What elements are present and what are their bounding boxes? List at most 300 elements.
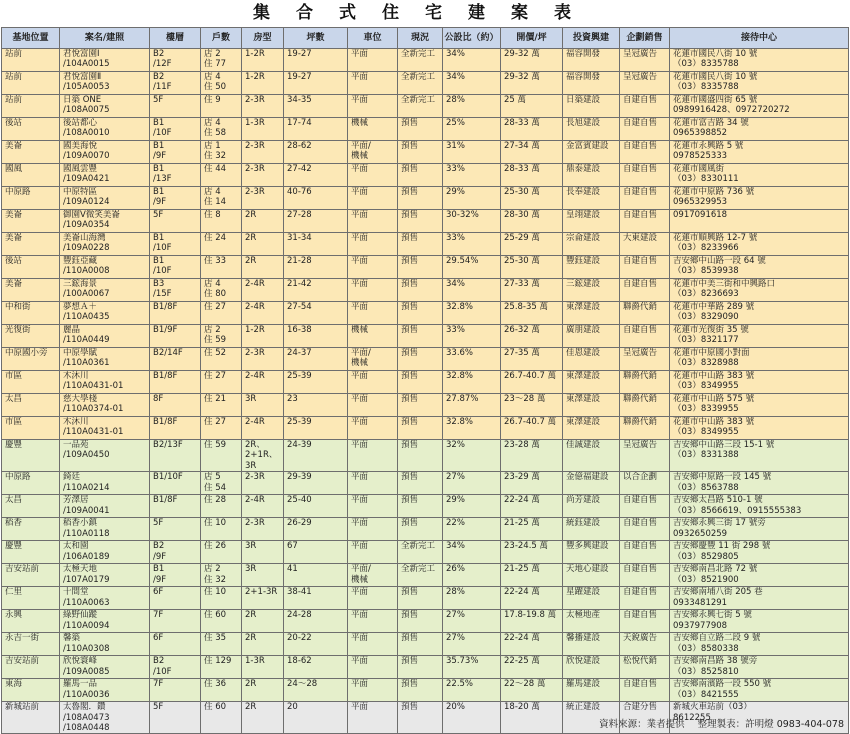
parking-cell-line: 平面 xyxy=(351,472,369,483)
project-name-cell-line: 後站都心 xyxy=(63,118,98,128)
project-name-cell-line: /110A0431-01 xyxy=(63,427,124,438)
project-name-cell-line: /110A0431-01 xyxy=(63,381,124,392)
room-type-cell-line: 2-4R xyxy=(245,417,265,427)
location-cell: 新城站前 xyxy=(2,702,60,734)
developer-cell: 三鋐建設 xyxy=(563,279,620,302)
developer-cell: 東澤建設 xyxy=(563,417,620,440)
floors-cell-line: /11F xyxy=(153,82,172,93)
project-name-cell-line: 綠野仙蹤 xyxy=(63,610,98,621)
project-name-cell-line: /110A0063 xyxy=(63,597,110,608)
price-cell: 23～28 萬 xyxy=(501,394,563,417)
floors-cell xyxy=(150,633,201,656)
developer-cell: 豐多興建設 xyxy=(563,541,620,564)
area-cell xyxy=(284,95,348,118)
project-name-cell-line: /100A0067 xyxy=(63,289,110,300)
units-cell-line: 店 4 xyxy=(204,72,221,82)
reception-center-cell-line: （03）8339955 xyxy=(673,404,739,415)
status-cell-line: 預售 xyxy=(401,610,419,621)
parking-cell xyxy=(348,72,398,95)
room-type-cell xyxy=(242,587,284,610)
project-name-cell-line: 一品苑 xyxy=(63,440,89,450)
parking-cell-line: 平面 xyxy=(351,518,369,529)
area-cell xyxy=(284,256,348,279)
area-cell-line: 19-27 xyxy=(287,72,312,82)
parking-cell-line: 平面 xyxy=(351,256,369,266)
reception-center-cell-line: （03）8331388 xyxy=(673,450,739,461)
floors-cell-line: B2 xyxy=(153,72,165,82)
developer-cell: 長奉建設 xyxy=(563,187,620,210)
project-name-cell-line: 太和園 xyxy=(63,541,89,552)
project-name-cell-line: /109A0041 xyxy=(63,505,110,516)
sales-agent-cell: 自建自售 xyxy=(620,564,670,587)
reception-center-cell-line: 0965329953 xyxy=(673,197,728,208)
status-cell xyxy=(398,440,443,472)
status-cell xyxy=(398,49,443,72)
project-name-cell xyxy=(60,118,150,141)
table-row xyxy=(2,187,849,210)
reception-center-cell-line: 8612255 xyxy=(673,712,711,723)
units-cell-line: 住 36 xyxy=(204,679,227,690)
parking-cell xyxy=(348,187,398,210)
project-name-cell xyxy=(60,518,150,541)
column-header: 公設比（約） xyxy=(443,28,501,49)
location-cell: 慶豐 xyxy=(2,541,60,564)
floors-cell xyxy=(150,518,201,541)
parking-cell-line: 機械 xyxy=(351,118,369,128)
project-name-cell xyxy=(60,302,150,325)
status-cell-line: 預售 xyxy=(401,187,419,197)
room-type-cell-line: 2-3R xyxy=(245,141,265,151)
status-cell xyxy=(398,633,443,656)
reception-center-cell xyxy=(670,587,849,610)
floors-cell-line: 5F xyxy=(153,210,164,220)
parking-cell xyxy=(348,679,398,702)
price-cell: 25-29 萬 xyxy=(501,233,563,256)
room-type-cell-line: 2-4R xyxy=(245,371,265,381)
table-row xyxy=(2,141,849,164)
project-name-cell xyxy=(60,633,150,656)
area-cell-line: 25-39 xyxy=(287,417,312,427)
floors-cell-line: /10F xyxy=(153,266,172,277)
floors-cell-line: /13F xyxy=(153,174,172,185)
floors-cell xyxy=(150,348,201,371)
status-cell xyxy=(398,302,443,325)
sales-agent-cell: 松悅代銷 xyxy=(620,656,670,679)
price-cell: 17.8-19.8 萬 xyxy=(501,610,563,633)
reception-center-cell-line: 吉安鄉自立路二段 9 號 xyxy=(673,633,761,644)
price-cell: 21-25 萬 xyxy=(501,518,563,541)
reception-center-cell-line: （03）8563788 xyxy=(673,482,739,493)
column-header: 企劃銷售 xyxy=(620,28,670,49)
units-cell-line: 住 60 xyxy=(204,610,227,621)
units-cell-line: 住 10 xyxy=(204,518,227,529)
room-type-cell xyxy=(242,541,284,564)
project-name-cell-line: 三鋐海景 xyxy=(63,279,98,289)
parking-cell-line: 平面 xyxy=(351,495,369,506)
units-cell-line: 住 54 xyxy=(204,482,227,493)
project-name-cell xyxy=(60,440,150,472)
room-type-cell-line: 2+1R、 xyxy=(245,450,278,461)
reception-center-cell-line: 花蓮市國民八街 10 號 xyxy=(673,49,758,59)
units-cell-line: 店 4 xyxy=(204,187,221,197)
area-cell-line: 18-62 xyxy=(287,656,312,667)
reception-center-cell-line: （03）8236693 xyxy=(673,289,739,300)
units-cell xyxy=(201,72,242,95)
floors-cell xyxy=(150,371,201,394)
parking-cell xyxy=(348,702,398,734)
area-cell xyxy=(284,587,348,610)
room-type-cell xyxy=(242,256,284,279)
area-cell xyxy=(284,541,348,564)
reception-center-cell-line: 新城火車站前（03） xyxy=(673,702,752,713)
units-cell-line: 住 77 xyxy=(204,59,227,70)
room-type-cell xyxy=(242,325,284,348)
price-cell: 25 萬 xyxy=(501,95,563,118)
reception-center-cell xyxy=(670,95,849,118)
parking-cell xyxy=(348,325,398,348)
public-ratio-cell: 32.8% xyxy=(443,417,501,440)
floors-cell-line: B1/8F xyxy=(153,371,178,381)
reception-center-cell-line: （03）8329090 xyxy=(673,312,739,323)
project-name-cell xyxy=(60,394,150,417)
status-cell-line: 預售 xyxy=(401,164,419,174)
developer-cell: 統鈺建設 xyxy=(563,518,620,541)
reception-center-cell-line: 0932650259 xyxy=(673,528,728,539)
developer-cell: 福容開發 xyxy=(563,49,620,72)
project-name-cell-line: 君悅富園Ⅱ xyxy=(63,72,102,82)
area-cell-line: 34-35 xyxy=(287,95,312,105)
reception-center-cell-line: 花蓮市中原國小對面 xyxy=(673,348,750,358)
status-cell xyxy=(398,210,443,233)
status-cell-line: 預售 xyxy=(401,702,419,713)
public-ratio-cell: 27% xyxy=(443,472,501,495)
parking-cell xyxy=(348,518,398,541)
room-type-cell xyxy=(242,656,284,679)
units-cell-line: 住 44 xyxy=(204,164,227,174)
units-cell-line: 住 28 xyxy=(204,495,227,506)
area-cell-line: 41 xyxy=(287,564,298,575)
status-cell-line: 預售 xyxy=(401,371,419,381)
floors-cell-line: B3 xyxy=(153,279,165,289)
table-row xyxy=(2,518,849,541)
public-ratio-cell: 33% xyxy=(443,233,501,256)
public-ratio-cell: 34% xyxy=(443,279,501,302)
floors-cell-line: B2 xyxy=(153,656,165,667)
public-ratio-cell: 33% xyxy=(443,325,501,348)
public-ratio-cell: 27.87% xyxy=(443,394,501,417)
floors-cell-line: 7F xyxy=(153,679,164,690)
project-name-cell xyxy=(60,348,150,371)
units-cell-line: 住 80 xyxy=(204,289,227,300)
price-cell: 28-30 萬 xyxy=(501,210,563,233)
table-row xyxy=(2,72,849,95)
floors-cell xyxy=(150,417,201,440)
developer-cell: 長旭建設 xyxy=(563,118,620,141)
project-name-cell-line: 中原學賦 xyxy=(63,348,98,358)
floors-cell-line: B2 xyxy=(153,49,165,59)
reception-center-cell-line: （03）8421555 xyxy=(673,689,739,700)
project-name-cell-line: 錡廷 xyxy=(63,472,81,483)
room-type-cell-line: 3R xyxy=(245,541,257,552)
reception-center-cell xyxy=(670,633,849,656)
public-ratio-cell: 20% xyxy=(443,702,501,734)
area-cell xyxy=(284,302,348,325)
room-type-cell-line: 2R xyxy=(245,256,257,266)
units-cell xyxy=(201,256,242,279)
parking-cell xyxy=(348,541,398,564)
reception-center-cell-line: （03）8525810 xyxy=(673,666,739,677)
table-body xyxy=(2,49,849,734)
floors-cell xyxy=(150,472,201,495)
sales-agent-cell: 自建自售 xyxy=(620,587,670,610)
parking-cell-line: 平面 xyxy=(351,95,369,105)
units-cell xyxy=(201,302,242,325)
parking-cell-line: 平面/ xyxy=(351,348,371,358)
area-cell-line: 21-28 xyxy=(287,256,312,266)
units-cell xyxy=(201,564,242,587)
status-cell-line: 預售 xyxy=(401,656,419,667)
reception-center-cell-line: 0965398852 xyxy=(673,128,728,139)
public-ratio-cell: 27% xyxy=(443,610,501,633)
project-name-cell-line: 羅馬一品 xyxy=(63,679,98,690)
parking-cell xyxy=(348,279,398,302)
room-type-cell-line: 2-4R xyxy=(245,302,265,312)
reception-center-cell-line: 吉安鄉中山路三段 15-1 號 xyxy=(673,440,775,450)
status-cell xyxy=(398,95,443,118)
price-cell: 22-25 萬 xyxy=(501,656,563,679)
room-type-cell-line: 2R xyxy=(245,702,257,713)
status-cell xyxy=(398,371,443,394)
reception-center-cell xyxy=(670,141,849,164)
table-row xyxy=(2,679,849,702)
project-name-cell-line: 麗晶 xyxy=(63,325,81,335)
units-cell-line: 住 9 xyxy=(204,95,221,105)
footer xyxy=(589,716,844,730)
project-name-cell-line: /105A0053 xyxy=(63,82,110,93)
project-name-cell-line: /110A0449 xyxy=(63,335,110,346)
status-cell-line: 預售 xyxy=(401,417,419,427)
units-cell-line: 住 32 xyxy=(204,574,227,585)
project-name-cell xyxy=(60,72,150,95)
units-cell-line: 住 10 xyxy=(204,587,227,598)
room-type-cell xyxy=(242,371,284,394)
project-name-cell-line: 夢想Ａ＋ xyxy=(63,302,98,312)
room-type-cell-line: 2R、 xyxy=(245,440,265,450)
area-cell xyxy=(284,118,348,141)
reception-center-cell-line: 花蓮市順興路 12-7 號 xyxy=(673,233,758,243)
price-cell: 26.7-40.7 萬 xyxy=(501,371,563,394)
parking-cell xyxy=(348,440,398,472)
public-ratio-cell: 25% xyxy=(443,118,501,141)
sales-agent-cell: 自建自售 xyxy=(620,279,670,302)
location-cell: 國風 xyxy=(2,164,60,187)
project-name-cell-line: 芳澤居 xyxy=(63,495,89,506)
price-cell: 23-24.5 萬 xyxy=(501,541,563,564)
room-type-cell-line: 2R xyxy=(245,610,257,621)
project-name-cell-line: 木沐川 xyxy=(63,417,89,427)
status-cell-line: 預售 xyxy=(401,256,419,266)
room-type-cell xyxy=(242,72,284,95)
parking-cell-line: 平面 xyxy=(351,633,369,644)
table-row xyxy=(2,564,849,587)
project-name-cell xyxy=(60,417,150,440)
floors-cell-line: /9F xyxy=(153,551,167,562)
reception-center-cell xyxy=(670,279,849,302)
location-cell: 太昌 xyxy=(2,394,60,417)
reception-center-cell xyxy=(670,495,849,518)
area-cell xyxy=(284,472,348,495)
floors-cell xyxy=(150,49,201,72)
project-name-cell-line: /109A0228 xyxy=(63,243,110,254)
reception-center-cell-line: （03）8539938 xyxy=(673,266,739,277)
sales-agent-cell: 自建自售 xyxy=(620,187,670,210)
column-header: 投資興建 xyxy=(563,28,620,49)
reception-center-cell-line: 花蓮市中山路 383 號 xyxy=(673,417,755,427)
floors-cell-line: /10F xyxy=(153,243,172,254)
area-cell-line: 21-42 xyxy=(287,279,312,289)
sales-agent-cell: 呈冠廣告 xyxy=(620,72,670,95)
sales-agent-cell: 大東建設 xyxy=(620,233,670,256)
sales-agent-cell: 聯爵代銷 xyxy=(620,417,670,440)
room-type-cell xyxy=(242,633,284,656)
developer-cell: 星躍建設 xyxy=(563,587,620,610)
reception-center-cell-line: 花蓮市中山路 383 號 xyxy=(673,371,755,381)
developer-cell: 佳誠建設 xyxy=(563,440,620,472)
room-type-cell xyxy=(242,348,284,371)
room-type-cell-line: 1-2R xyxy=(245,325,265,335)
public-ratio-cell: 33.6% xyxy=(443,348,501,371)
reception-center-cell-line: 花蓮市中原路 736 號 xyxy=(673,187,755,197)
area-cell-line: 24-28 xyxy=(287,610,312,621)
parking-cell xyxy=(348,564,398,587)
units-cell-line: 住 59 xyxy=(204,440,227,450)
area-cell xyxy=(284,233,348,256)
reception-center-cell-line: （03）8580338 xyxy=(673,643,739,654)
room-type-cell xyxy=(242,417,284,440)
reception-center-cell-line: （03）8335788 xyxy=(673,59,739,70)
public-ratio-cell: 30-32% xyxy=(443,210,501,233)
location-cell: 光復街 xyxy=(2,325,60,348)
status-cell xyxy=(398,679,443,702)
developer-cell: 東澤建設 xyxy=(563,302,620,325)
area-cell xyxy=(284,564,348,587)
parking-cell-line: 平面 xyxy=(351,394,369,404)
area-cell-line: 23 xyxy=(287,394,298,404)
reception-center-cell-line: （03）8330111 xyxy=(673,174,739,185)
column-header: 樓層 xyxy=(150,28,201,49)
parking-cell xyxy=(348,495,398,518)
area-cell xyxy=(284,72,348,95)
location-cell: 中和街 xyxy=(2,302,60,325)
units-cell xyxy=(201,679,242,702)
project-name-cell-line: 豐鈺亞藏 xyxy=(63,256,98,266)
project-name-cell xyxy=(60,279,150,302)
location-cell: 慶豐 xyxy=(2,440,60,472)
units-cell-line: 住 35 xyxy=(204,633,227,644)
units-cell-line: 店 5 xyxy=(204,472,221,483)
public-ratio-cell: 32.8% xyxy=(443,371,501,394)
public-ratio-cell: 31% xyxy=(443,141,501,164)
room-type-cell-line: 2-3R xyxy=(245,518,265,529)
reception-center-cell-line: 吉安鄉太昌路 510-1 號 xyxy=(673,495,763,506)
reception-center-cell xyxy=(670,472,849,495)
room-type-cell-line: 3R xyxy=(245,460,257,471)
parking-cell-line: 平面 xyxy=(351,187,369,197)
parking-cell xyxy=(348,210,398,233)
reception-center-cell-line: （03）8328988 xyxy=(673,358,739,369)
units-cell-line: 店 1 xyxy=(204,141,221,151)
floors-cell-line: B2/13F xyxy=(153,440,183,450)
floors-cell-line: 7F xyxy=(153,610,164,621)
data-source-note: 資料來源：業者提供 xyxy=(599,719,685,730)
parking-cell-line: 平面 xyxy=(351,656,369,667)
status-cell xyxy=(398,656,443,679)
project-name-cell-line: /110A0094 xyxy=(63,620,110,631)
project-name-cell-line: /110A0374-01 xyxy=(63,404,124,415)
project-name-cell-line: /109A0421 xyxy=(63,174,110,185)
status-cell xyxy=(398,325,443,348)
status-cell-line: 預售 xyxy=(401,233,419,243)
status-cell xyxy=(398,495,443,518)
area-cell xyxy=(284,279,348,302)
table-row xyxy=(2,587,849,610)
table-row xyxy=(2,495,849,518)
reception-center-cell-line: 吉安鄉南昌北路 72 號 xyxy=(673,564,758,575)
status-cell-line: 預售 xyxy=(401,210,419,220)
developer-cell: 太極地產 xyxy=(563,610,620,633)
sales-agent-cell: 呈冠廣告 xyxy=(620,440,670,472)
project-name-cell-line: 日築 ONE xyxy=(63,95,102,105)
units-cell xyxy=(201,587,242,610)
floors-cell-line: /10F xyxy=(153,666,172,677)
floors-cell-line: B1/8F xyxy=(153,302,178,312)
area-cell-line: 27-28 xyxy=(287,210,312,220)
location-cell: 後站 xyxy=(2,118,60,141)
column-header: 車位 xyxy=(348,28,398,49)
floors-cell xyxy=(150,210,201,233)
project-name-cell-line: /109A0070 xyxy=(63,151,110,162)
developer-cell: 廣朋建設 xyxy=(563,325,620,348)
room-type-cell-line: 1-3R xyxy=(245,118,265,128)
floors-cell xyxy=(150,564,201,587)
status-cell-line: 全新完工 xyxy=(401,95,436,105)
developer-cell: 佳恩建設 xyxy=(563,348,620,371)
parking-cell-line: 機械 xyxy=(351,325,369,335)
sales-agent-cell: 自建自售 xyxy=(620,679,670,702)
floors-cell-line: B1 xyxy=(153,564,165,575)
sales-agent-cell: 自建自售 xyxy=(620,256,670,279)
column-header: 開價/坪 xyxy=(501,28,563,49)
reception-center-cell xyxy=(670,394,849,417)
room-type-cell xyxy=(242,610,284,633)
area-cell xyxy=(284,325,348,348)
units-cell xyxy=(201,472,242,495)
column-header: 坪數 xyxy=(284,28,348,49)
status-cell xyxy=(398,472,443,495)
reception-center-cell xyxy=(670,564,849,587)
units-cell-line: 住 27 xyxy=(204,417,227,427)
project-name-cell-line: 太極天地 xyxy=(63,564,98,575)
reception-center-cell xyxy=(670,256,849,279)
floors-cell-line: 5F xyxy=(153,518,164,529)
units-cell xyxy=(201,610,242,633)
status-cell xyxy=(398,72,443,95)
floors-cell-line: B1 xyxy=(153,141,165,151)
location-cell: 永吉一街 xyxy=(2,633,60,656)
parking-cell xyxy=(348,141,398,164)
project-name-cell xyxy=(60,564,150,587)
status-cell xyxy=(398,394,443,417)
